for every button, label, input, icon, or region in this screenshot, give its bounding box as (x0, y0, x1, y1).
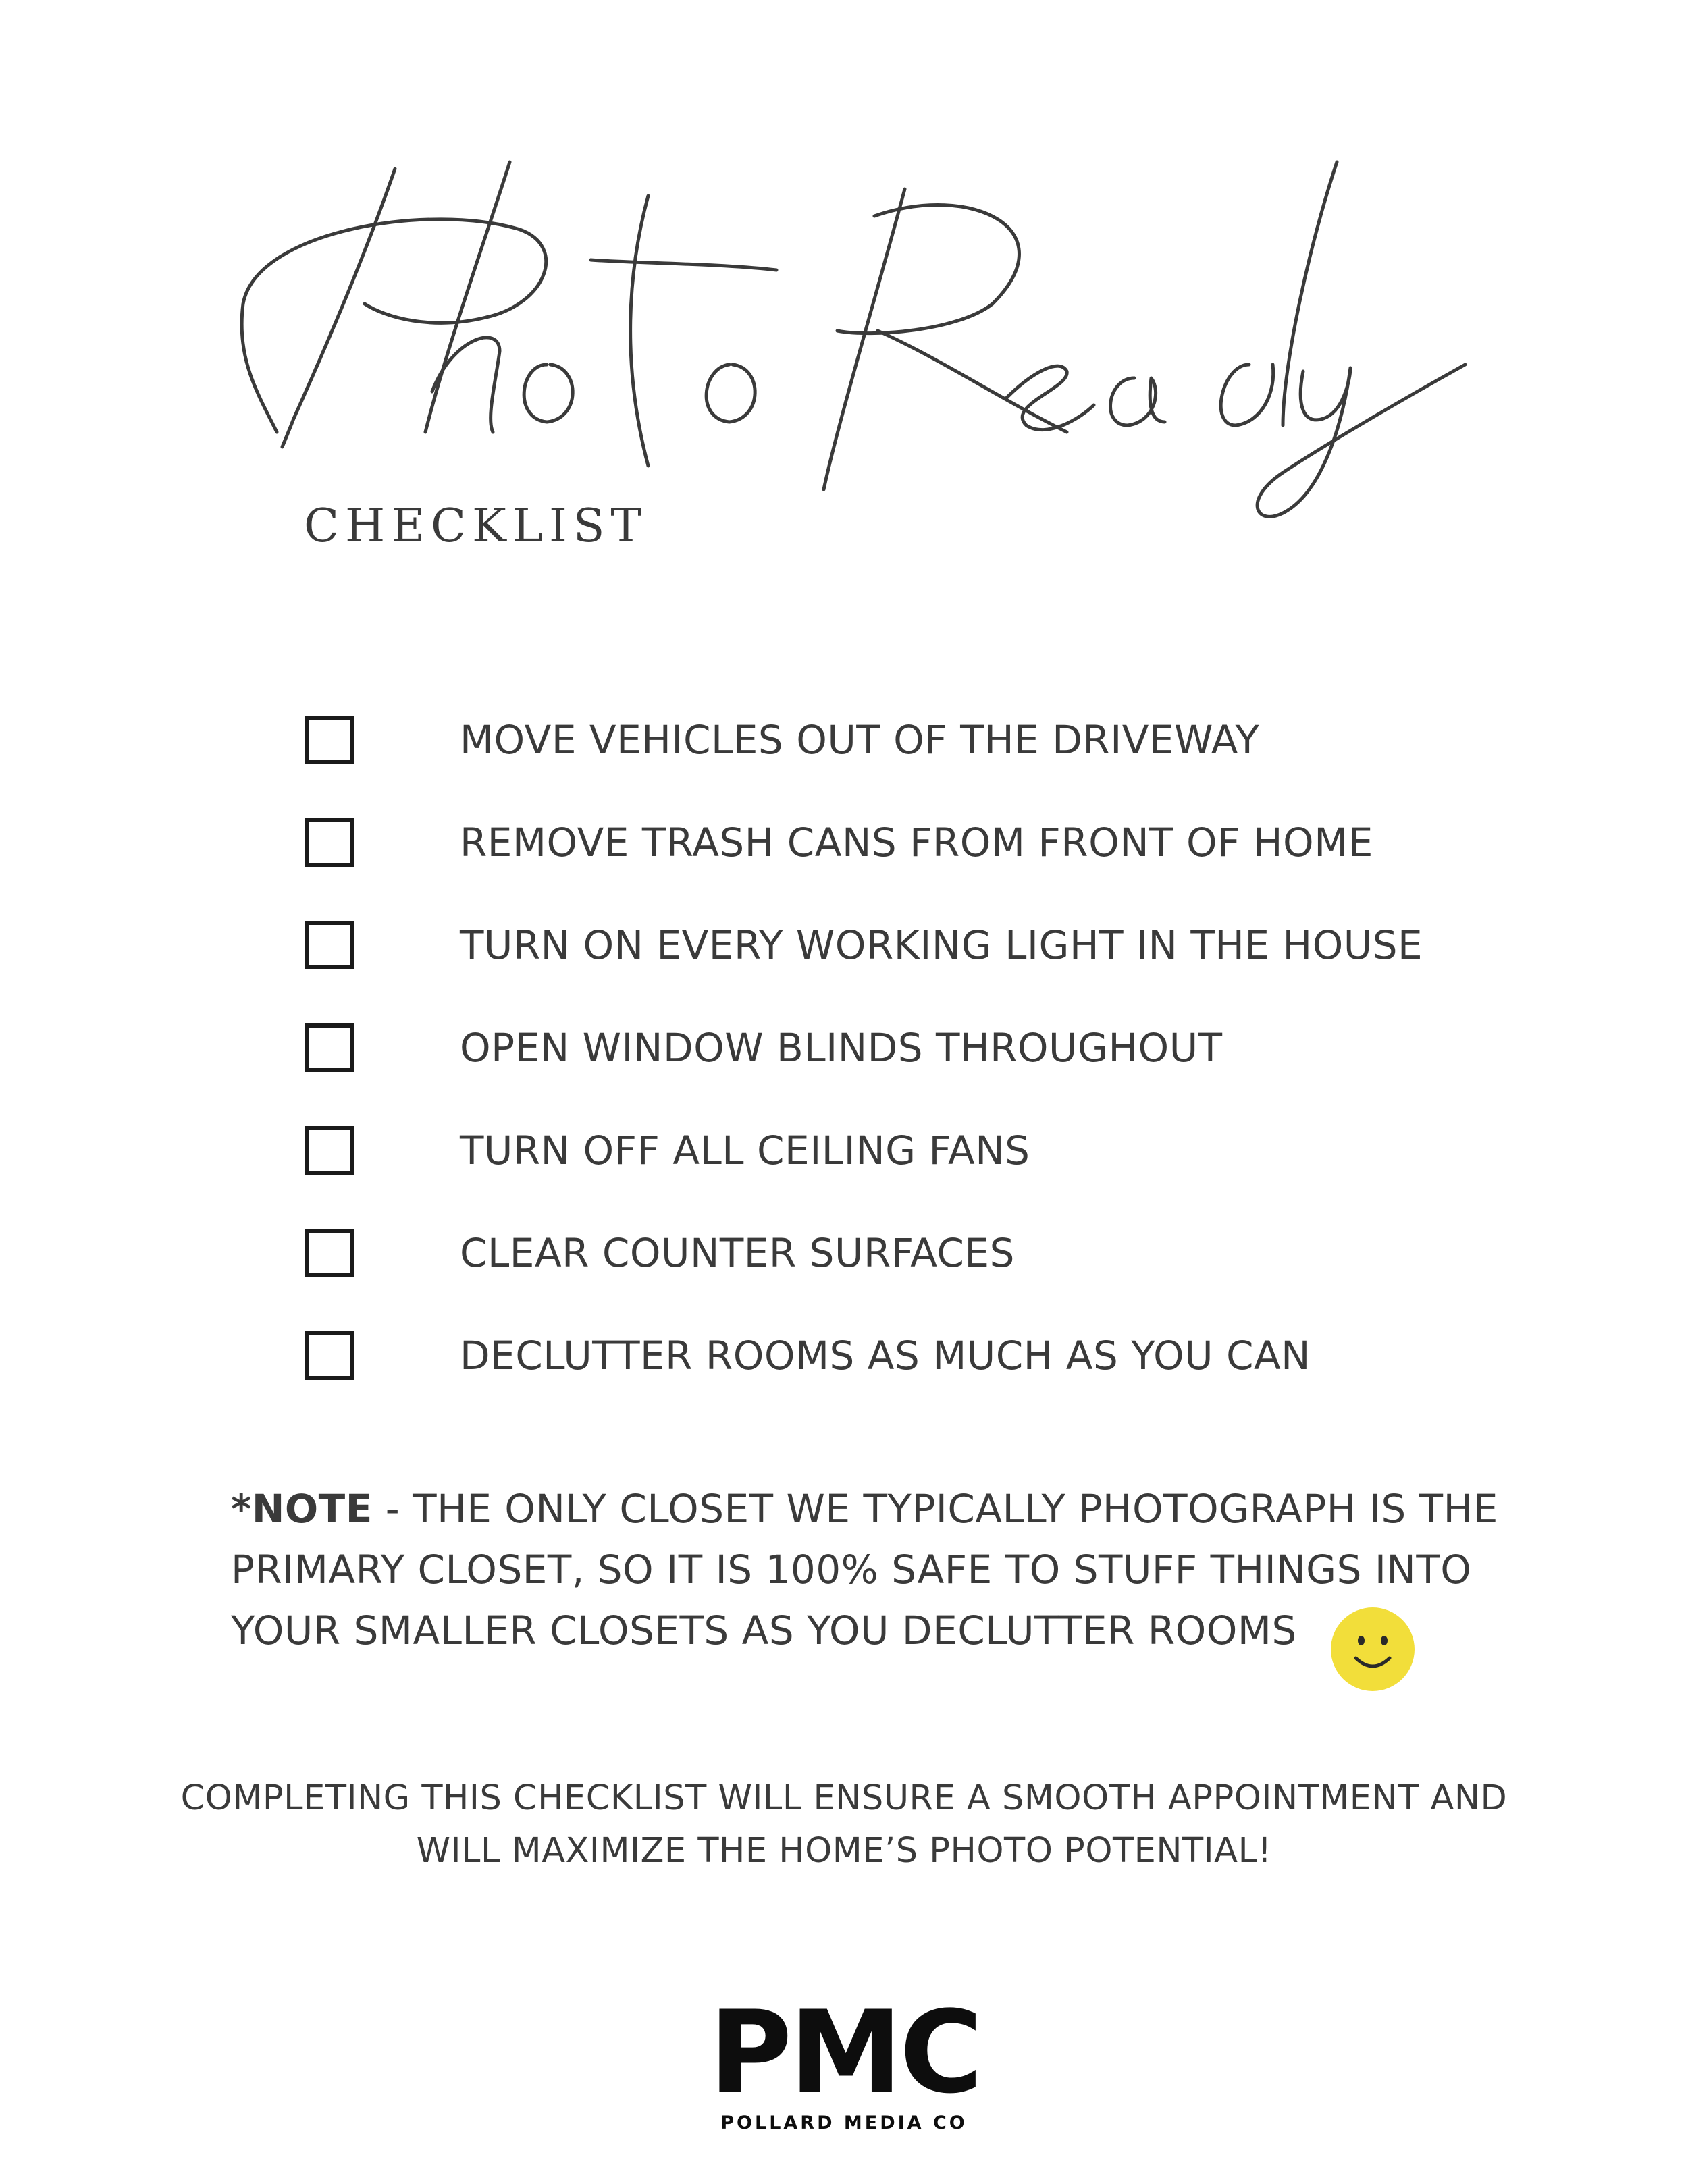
note-text: - THE ONLY CLOSET WE TYPICALLY PHOTOGRAPH IS THE PRIMARY CLOSET, SO IT IS 100% SAFE TO STUFF THINGS INTO YOUR SMALLER CLOSETS AS YOU DECLUTTER ROOMS (231, 1486, 1498, 1653)
checklist-item-label: TURN ON EVERY WORKING LIGHT IN THE HOUSE (460, 922, 1423, 968)
checkbox[interactable] (305, 921, 354, 969)
footer-line-2: WILL MAXIMIZE THE HOME’S PHOTO POTENTIAL! (416, 1831, 1272, 1871)
checklist-item-label: OPEN WINDOW BLINDS THROUGHOUT (460, 1025, 1223, 1071)
company-logo (709, 1986, 980, 2133)
checklist-item (305, 894, 1521, 996)
checkbox[interactable] (305, 1229, 354, 1277)
footer-message (101, 1772, 1587, 1877)
logo-company-name: POLLARD MEDIA CO (720, 2112, 968, 2133)
logo-mark: PMC (709, 1986, 980, 2119)
checklist-subtitle: CHECKLIST (304, 500, 648, 553)
checklist-item-label: REMOVE TRASH CANS FROM FRONT OF HOME (460, 820, 1373, 865)
page-title (230, 135, 1485, 540)
checklist-item-label: TURN OFF ALL CEILING FANS (460, 1127, 1030, 1173)
checkbox[interactable] (305, 1126, 354, 1175)
checklist (305, 689, 1521, 1407)
smiley-face-icon (1330, 1607, 1415, 1692)
checkbox[interactable] (305, 716, 354, 764)
checklist-item (305, 791, 1521, 894)
checklist-item-label: CLEAR COUNTER SURFACES (460, 1230, 1015, 1276)
checklist-item (305, 1099, 1521, 1202)
note-label: *NOTE (231, 1486, 373, 1532)
checklist-item-label: DECLUTTER ROOMS AS MUCH AS YOU CAN (460, 1333, 1311, 1379)
checklist-item (305, 689, 1521, 791)
checklist-item-label: MOVE VEHICLES OUT OF THE DRIVEWAY (460, 717, 1260, 763)
checkbox[interactable] (305, 1023, 354, 1072)
checkbox[interactable] (305, 1331, 354, 1380)
checklist-item (305, 1304, 1521, 1407)
checklist-item (305, 996, 1521, 1099)
script-title (230, 135, 1485, 540)
footer-line-1: COMPLETING THIS CHECKLIST WILL ENSURE A SMOOTH APPOINTMENT AND (180, 1778, 1508, 1818)
checklist-item (305, 1202, 1521, 1304)
checkbox[interactable] (305, 818, 354, 867)
